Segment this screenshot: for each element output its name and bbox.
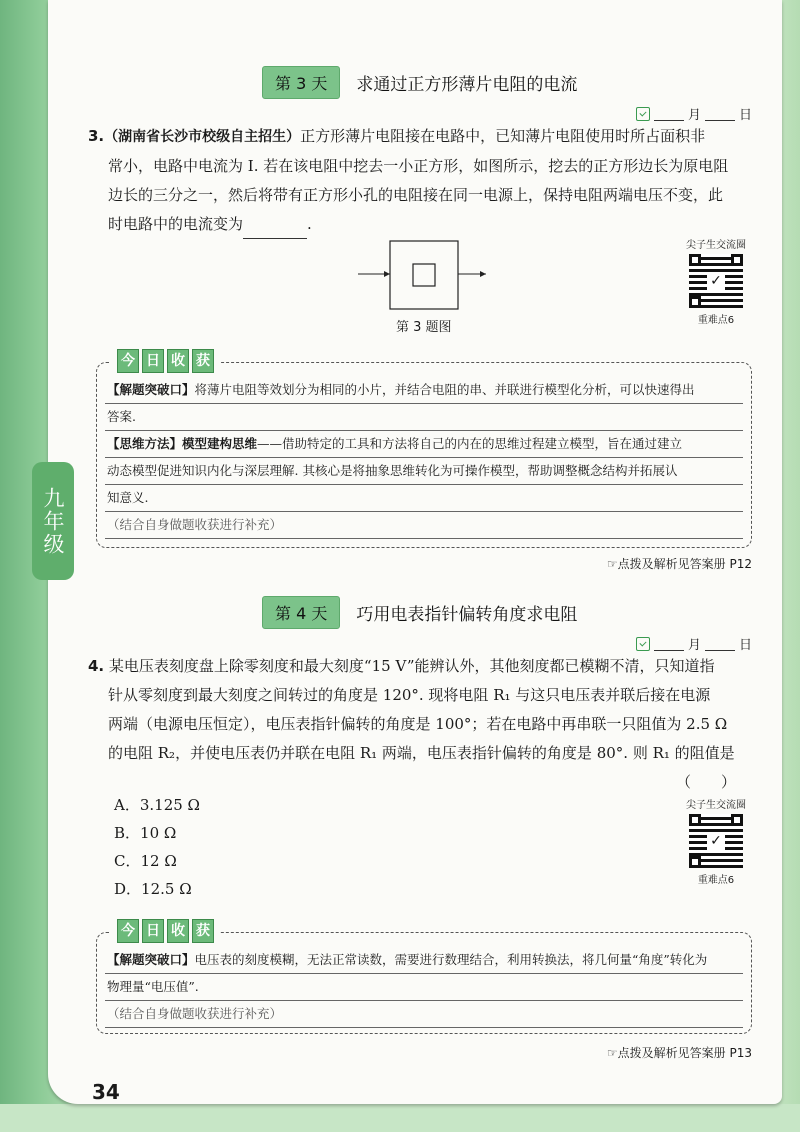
breakthrough-text: 电压表的刻度模糊，无法正常读数，需要进行数理结合，利用转换法，将几何量“角度”转化为 [194,952,708,967]
inner-hole-square [413,264,435,286]
harvest-line: 知意义. [105,485,743,512]
question-4-line1: 某电压表刻度盘上除零刻度和最大刻度“15 V”能辨认外，其他刻度都已模糊不清，只知道指 [108,657,715,675]
harvest-line [105,431,743,458]
qr-code-icon[interactable] [689,254,743,308]
choice-b[interactable]: B．10 Ω [114,824,177,842]
day4-badge: 第 4 天 [262,596,340,629]
harvest-line [105,947,743,974]
qr-title: 尖子生交流圈 [686,800,746,811]
day4-date-line [636,634,752,653]
choice-a[interactable]: A．3.125 Ω [114,796,200,814]
harvest-char: 日 [142,919,164,943]
calendar-check-icon [636,107,650,121]
month-blank[interactable] [654,107,684,121]
question-4-number: 4. [88,657,105,675]
day4-answer-reference[interactable]: ☞点拨及解析见答案册 P13 [606,1046,752,1060]
question-3-period: . [307,215,312,233]
breakthrough-label: 【解题突破口】 [107,382,195,397]
method-name: 模型建构思维 [182,436,258,451]
harvest-char: 今 [117,349,139,373]
harvest-lines [105,947,743,1028]
month-label: 月 [687,108,701,123]
day3-qr-block[interactable] [680,236,752,326]
question-4 [88,652,748,797]
bottom-page-edge [0,1104,800,1132]
choice-c[interactable]: C．12 Ω [114,852,177,870]
qr-caption: 重难点6 [697,315,735,326]
question-3-line4: 时电路中的电流变为 [108,215,244,233]
qr-caption: 重难点6 [697,875,735,886]
harvest-note-line[interactable]: （结合自身做题收获进行补充） [105,512,743,539]
day3-title: 求通过正方形薄片电阻的电流 [356,74,578,95]
question-3-number: 3. [88,127,105,145]
choice-d[interactable]: D．12.5 Ω [114,880,192,898]
day-label: 日 [738,638,752,653]
day4-header [262,596,577,628]
question-3-line2: 常小，电路中电流为 I. 若在该电阻中挖去一小正方形，如图所示，挖去的正方形边长为原电阻 [108,157,729,175]
harvest-tag [111,919,220,943]
question-4-line2: 针从零刻度到最大刻度之间转过的角度是 120°. 现将电阻 R₁ 与这只电压表并联后接在电源 [108,686,711,704]
harvest-char: 日 [142,349,164,373]
day3-badge: 第 3 天 [262,66,340,99]
harvest-char: 获 [192,349,214,373]
square-resistor-figure [358,240,490,316]
qr-code-icon[interactable] [689,814,743,868]
harvest-char: 收 [167,919,189,943]
day-blank[interactable] [705,107,735,121]
breakthrough-label: 【解题突破口】 [107,952,195,967]
day4-title: 巧用电表指针偏转角度求电阻 [356,604,578,625]
qr-title: 尖子生交流圈 [686,240,746,251]
day3-answer-reference[interactable]: ☞点拨及解析见答案册 P12 [606,557,752,571]
day-blank[interactable] [705,637,735,651]
month-label: 月 [687,638,701,653]
checkmark-icon: ✓ [707,832,725,850]
question-3 [88,122,748,239]
day4-harvest-box [96,923,752,1034]
question-3-source: （湖南省长沙市校级自主招生） [104,129,301,145]
day3-date-line [636,104,752,123]
breakthrough-text: 将薄片电阻等效划分为相同的小片，并结合电阻的串、并联进行模型化分析，可以快速得出 [194,382,695,397]
method-label: 【思维方法】 [107,436,183,451]
question-3-line1: 正方形薄片电阻接在电路中，已知薄片电阻使用时所占面积非 [300,127,706,145]
answer-paren[interactable]: （ ） [675,773,736,791]
harvest-line: 动态模型促进知识内化与深层理解. 其核心是将抽象思维转化为可操作模型，帮助调整概念结构并拓展认 [105,458,743,485]
day-label: 日 [738,108,752,123]
calendar-check-icon [636,637,650,651]
harvest-char: 收 [167,349,189,373]
question-4-line3: 两端（电源电压恒定），电压表指针偏转的角度是 100°；若在电路中再串联一只阻值为 2.5 Ω [108,715,728,733]
harvest-line [105,377,743,404]
output-arrow-icon [480,271,486,277]
page-number: 34 [92,1080,120,1104]
figure-caption: 第 3 题图 [396,320,452,335]
day3-harvest-box [96,353,752,548]
answer-blank[interactable] [243,222,307,239]
harvest-char: 今 [117,919,139,943]
method-text: ——借助特定的工具和方法将自己的内在的思维过程建立模型，旨在通过建立 [257,436,683,451]
harvest-note-line[interactable]: （结合自身做题收获进行补充） [105,1001,743,1028]
month-blank[interactable] [654,637,684,651]
harvest-lines [105,377,743,539]
question-3-line3: 边长的三分之一，然后将带有正方形小孔的电阻接在同一电源上，保持电阻两端电压不变，此 [108,186,724,204]
harvest-line: 答案. [105,404,743,431]
harvest-line: 物理量“电压值”. [105,974,743,1001]
day3-header [262,66,577,98]
checkmark-icon: ✓ [707,272,725,290]
day4-qr-block[interactable] [680,796,752,886]
question-4-line4: 的电阻 R₂，并使电压表仍并联在电阻 R₁ 两端，电压表指针偏转的角度是 80°. 则 R₁ 的阻值是 [108,744,735,762]
grade-side-tab[interactable]: 九年级 [32,462,74,580]
harvest-char: 获 [192,919,214,943]
harvest-tag [111,349,220,373]
input-arrow-icon [384,271,390,277]
outer-square [390,241,458,309]
